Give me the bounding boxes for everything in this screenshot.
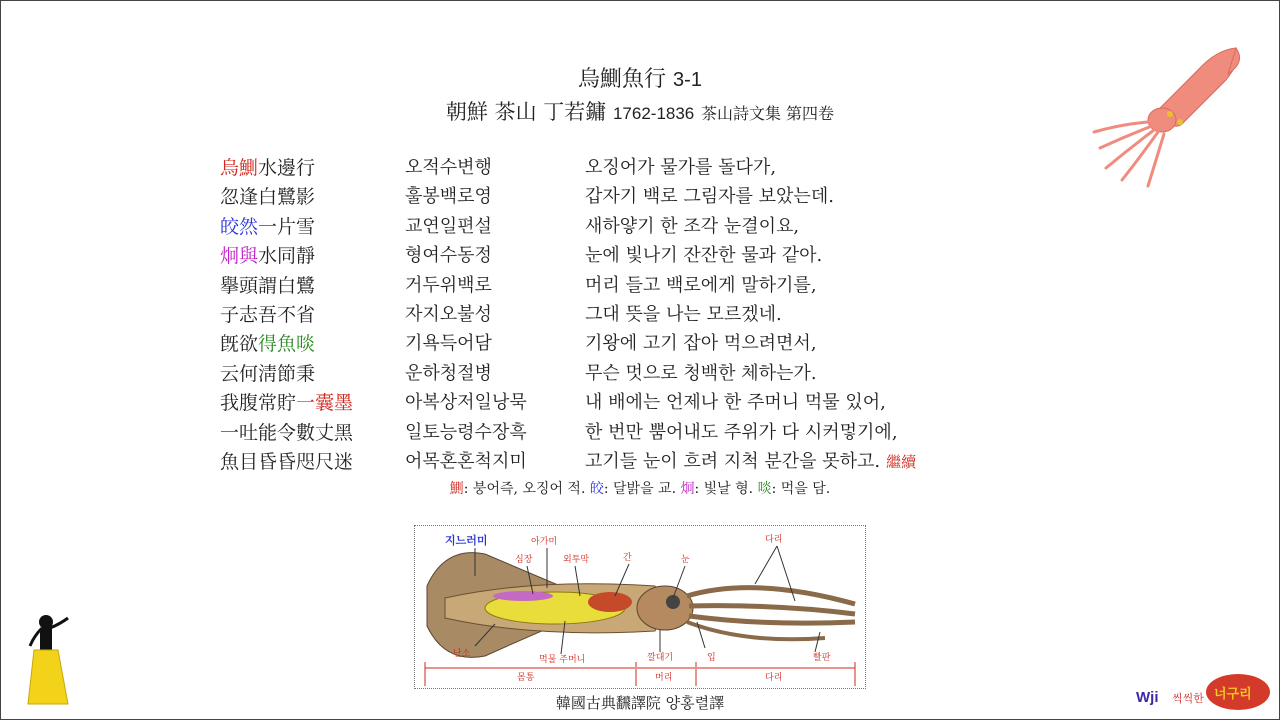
label-ovary: 난소 (453, 649, 471, 659)
translator-caption: 韓國古典飜譯院 양홍렬譯 (555, 694, 725, 712)
translation-text: 그대 뜻을 나는 모르겠네. (585, 303, 782, 325)
hanja-line (220, 329, 315, 356)
korean-reading: 어목혼혼척지미 (405, 450, 527, 472)
title-part: 3-1 (673, 69, 702, 91)
note-text: : 달밝을 교. (603, 481, 681, 497)
translation-text: 한 번만 뿜어내도 주위가 다 시커멓기에, (585, 421, 898, 443)
hanja-segment: 云何淸節秉 (220, 362, 316, 385)
translation-text: 새하얗기 한 조각 눈결이요, (585, 215, 800, 237)
translation (585, 447, 916, 473)
translation (585, 329, 817, 355)
squid-anatomy-diagram (414, 525, 866, 689)
hanja-segment: 一片雪 (258, 215, 316, 238)
hanja-segment: 得魚啖 (258, 333, 316, 356)
hanja-segment: 我腹常貯 (220, 392, 297, 415)
hanja-segment: 旣欲 (220, 333, 259, 356)
translation-text: 무슨 멋으로 청백한 체하는가. (585, 362, 817, 384)
glossary-notes (0, 478, 1280, 498)
korean-reading: 자지오불성 (405, 303, 492, 325)
note-char: 炯 (680, 481, 695, 497)
translation-text: 갑자기 백로 그림자를 보았는데. (585, 186, 834, 208)
title-main: 烏鰂魚行 (578, 67, 667, 92)
label-legs: 다리 (765, 673, 783, 683)
squid-anatomy-svg (415, 526, 865, 688)
label-mouth: 입 (707, 653, 716, 663)
hanja-segment: 炯與 (220, 245, 259, 268)
hanja-segment: 忽逢白鷺影 (220, 186, 316, 209)
translation-text: 기왕에 고기 잡아 먹으려면서, (585, 333, 817, 355)
dancer-figure-icon (20, 612, 75, 707)
note-text: : 먹을 담. (771, 481, 831, 497)
korean-reading: 오적수변행 (405, 157, 492, 178)
translation (585, 153, 776, 179)
label-arms-top: 다리 (765, 535, 783, 545)
brand-text-3: 너구리 (1214, 687, 1252, 702)
label-heart: 심장 (515, 555, 533, 565)
label-outer-shell: 외투막 (563, 555, 590, 565)
label-funnel: 깔대기 (647, 653, 674, 663)
author: 朝鮮 茶山 丁若鏞 (445, 100, 607, 124)
hanja-segment: 子志吾不省 (220, 303, 316, 326)
label-sucker: 빨판 (813, 653, 831, 663)
label-gill: 지느러미 (445, 534, 488, 547)
label-ink-sac: 먹물 주머니 (539, 655, 586, 665)
label-body: 몸통 (517, 673, 535, 683)
hanja-segment: 烏鰂 (220, 157, 259, 179)
label-liver: 간 (623, 553, 632, 563)
translation (585, 212, 799, 238)
hanja-line (220, 212, 315, 239)
hanja-segment: 一吐能令數丈黑 (220, 421, 354, 444)
hanja-segment: 皎然 (220, 215, 259, 238)
translation (585, 359, 817, 385)
note-text: : 빛날 형. (694, 481, 758, 497)
brand-text-2: 씩씩한 (1172, 692, 1204, 705)
brand-text-1: Wji (1136, 689, 1159, 706)
continued-marker: 繼續 (886, 452, 917, 471)
note-char: 鰂 (449, 481, 464, 497)
note-text: : 붕어즉, 오징어 적. (463, 481, 590, 497)
korean-reading: 형여수동정 (405, 245, 492, 267)
collection: 茶山詩文集 第四卷 (700, 104, 835, 123)
hanja-segment: 水邊行 (258, 157, 316, 179)
hanja-line (220, 300, 315, 327)
label-eye: 눈 (681, 555, 690, 565)
translation (585, 182, 834, 208)
hanja-line (220, 271, 315, 298)
label-mantle-gill: 아가미 (531, 537, 558, 547)
translation-text: 머리 들고 백로에게 말하기를, (585, 274, 817, 296)
note-char: 皎 (589, 481, 604, 497)
hanja-segment: 魚目昏昏咫尺迷 (220, 450, 354, 473)
hanja-line (220, 418, 353, 445)
hanja-line (220, 153, 315, 180)
korean-reading: 아복상저일낭묵 (405, 392, 527, 414)
hanja-line (220, 388, 353, 415)
translation (585, 271, 817, 297)
korean-reading: 훌봉백로영 (405, 186, 492, 208)
korean-reading: 기욕득어담 (405, 333, 492, 355)
translation (585, 300, 782, 326)
translation-text: 오징어가 물가를 돌다가, (585, 157, 777, 178)
translation-text: 내 배에는 언제나 한 주머니 먹물 있어, (585, 392, 886, 414)
korean-reading: 거두위백로 (405, 274, 492, 296)
hanja-segment: 水同靜 (258, 245, 316, 268)
hanja-line (220, 241, 315, 268)
translation (585, 388, 886, 414)
squid-icon (1086, 40, 1246, 190)
translation-text: 눈에 빛나기 잔잔한 물과 같아. (585, 245, 823, 267)
translation (585, 418, 898, 444)
korean-reading: 교연일편설 (405, 215, 492, 237)
hanja-segment: 擧頭謂白鷺 (220, 274, 316, 297)
author-years: 1762-1836 (612, 104, 695, 123)
label-head: 머리 (655, 673, 673, 683)
hanja-line (220, 359, 315, 386)
hanja-line (220, 182, 315, 209)
translation (585, 241, 822, 267)
hanja-segment: 一囊墨 (296, 392, 354, 415)
korean-reading: 일토능령수장흑 (405, 421, 527, 443)
note-char: 啖 (757, 481, 772, 497)
translation-text: 고기들 눈이 흐려 지척 분간을 못하고. (585, 450, 881, 472)
hanja-line (220, 447, 353, 474)
korean-reading: 운하청절병 (405, 362, 492, 384)
brand-logo (1134, 668, 1274, 712)
